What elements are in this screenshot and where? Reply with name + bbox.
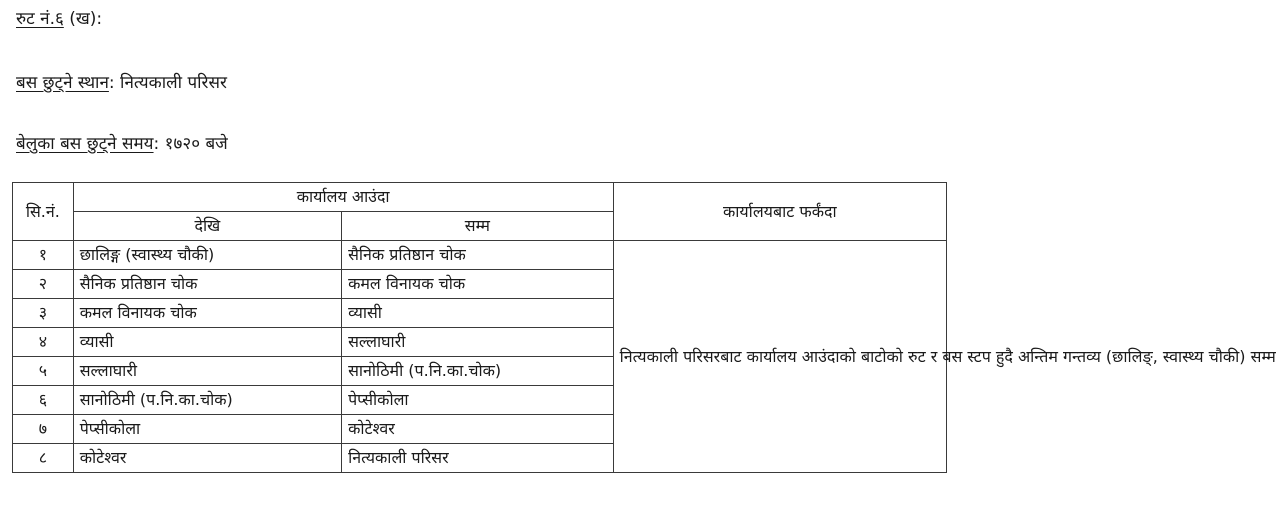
from-header: देखि (73, 212, 341, 241)
sn-header: सि.नं. (13, 183, 74, 241)
departure-place-label: बस छुट्ने स्थान (16, 73, 109, 93)
return-header: कार्यालयबाट फर्कंदा (613, 183, 946, 241)
to-office-header: कार्यालय आउंदा (73, 183, 613, 212)
row-to-stop: कोटेश्वर (342, 415, 614, 444)
row-serial-number: ६ (13, 386, 74, 415)
row-from-stop: पेप्सीकोला (73, 415, 341, 444)
row-to-stop: सैनिक प्रतिष्ठान चोक (342, 241, 614, 270)
row-from-stop: सल्लाघारी (73, 357, 341, 386)
row-from-stop: सैनिक प्रतिष्ठान चोक (73, 270, 341, 299)
evening-time-value: : १७२० बजे (153, 134, 228, 154)
row-from-stop: व्यासी (73, 328, 341, 357)
evening-departure-time (16, 133, 228, 155)
row-to-stop: सल्लाघारी (342, 328, 614, 357)
row-to-stop: पेप्सीकोला (342, 386, 614, 415)
route-schedule-table (12, 182, 1276, 473)
row-to-stop: कमल विनायक चोक (342, 270, 614, 299)
row-serial-number: ३ (13, 299, 74, 328)
row-from-stop: कोटेश्वर (73, 444, 341, 473)
departure-place (16, 72, 227, 94)
row-serial-number: २ (13, 270, 74, 299)
departure-place-value: : नित्यकाली परिसर (108, 73, 227, 93)
row-to-stop: नित्यकाली परिसर (342, 444, 614, 473)
row-serial-number: ४ (13, 328, 74, 357)
table-row (13, 241, 947, 270)
route-label: रुट नं.६ (16, 9, 64, 29)
row-serial-number: ८ (13, 444, 74, 473)
return-route-description: नित्यकाली परिसरबाट कार्यालय आउंदाको बाटोको रुट र बस स्टप हुदै अन्तिम गन्तव्य (छालिङ्, स्वास्थ्य चौकी) सम्म (613, 241, 946, 473)
row-to-stop: सानोठिमी (प.नि.का.चोक) (342, 357, 614, 386)
row-from-stop: छालिङ्ग (स्वास्थ्य चौकी) (73, 241, 341, 270)
evening-time-label: बेलुका बस छुट्ने समय (16, 134, 154, 154)
row-from-stop: सानोठिमी (प.नि.का.चोक) (73, 386, 341, 415)
route-suffix: (ख): (69, 9, 103, 29)
route-heading (16, 8, 102, 30)
row-to-stop: व्यासी (342, 299, 614, 328)
row-from-stop: कमल विनायक चोक (73, 299, 341, 328)
row-serial-number: १ (13, 241, 74, 270)
row-serial-number: ५ (13, 357, 74, 386)
to-header: सम्म (342, 212, 614, 241)
row-serial-number: ७ (13, 415, 74, 444)
